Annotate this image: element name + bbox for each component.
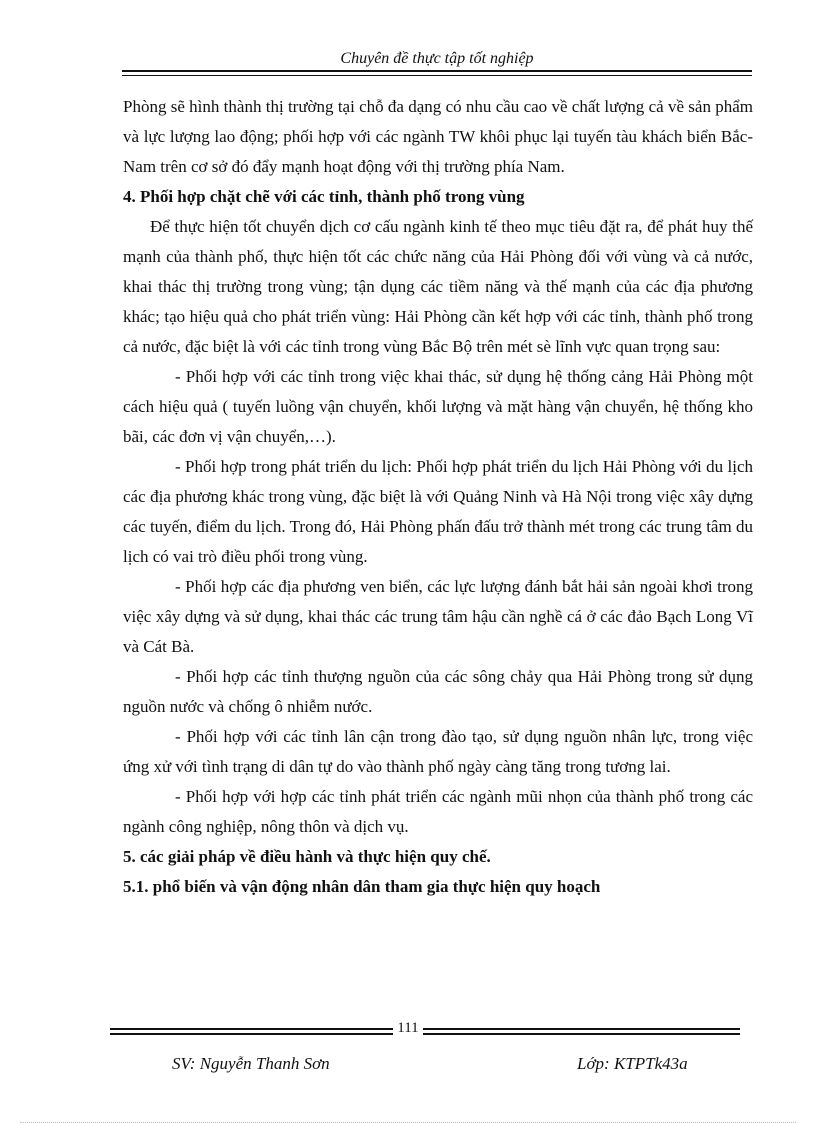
- paragraph-continuation: Phòng sẽ hình thành thị trường tại chỗ đa dạng có nhu cầu cao về chất lượng cả về sản phẩm và lực lượng lao động; phối hợp với các ngành TW khôi phục lại tuyến tàu khách biển Bắc- Nam trên cơ sở đó đẩy mạnh hoạt động với thị trường phía Nam.: [123, 97, 753, 176]
- page-number-wrapper: [0, 1020, 816, 1037]
- list-item: - Phối hợp với các tỉnh lân cận trong đào tạo, sử dụng nguồn nhân lực, trong việc ứng xử với tình trạng di dân tự do vào thành phố ngày càng tăng trong tương lai.: [123, 727, 753, 776]
- header-rule: [122, 70, 752, 76]
- footer-student: SV: Nguyễn Thanh Sơn: [172, 1054, 330, 1073]
- list-item: - Phối hợp các tỉnh thượng nguồn của các sông chảy qua Hải Phòng trong sử dụng nguồn nước và chống ô nhiễm nước.: [123, 667, 753, 716]
- list-item: - Phối hợp với các tỉnh trong việc khai thác, sử dụng hệ thống cảng Hải Phòng một cách hiệu quả ( tuyến luồng vận chuyển, khối lượng và mặt hàng vận chuyển, hệ thống kho bãi, các đơn vị vận chuyển,…).: [123, 367, 753, 446]
- running-header: Chuyên đề thực tập tốt nghiệp: [340, 50, 534, 67]
- list-item: - Phối hợp các địa phương ven biển, các lực lượng đánh bắt hải sản ngoài khơi trong việc xây dựng và sử dụng, khai thác các trung tâm hậu cần nghề cá ở các đảo Bạch Long Vĩ và Cát Bà.: [123, 577, 753, 656]
- section-heading-4: 4. Phối hợp chặt chẽ với các tỉnh, thành phố trong vùng: [123, 187, 525, 206]
- footer-class: Lớp: KTPTk43a: [577, 1054, 688, 1073]
- list-item: - Phối hợp trong phát triển du lịch: Phối hợp phát triển du lịch Hải Phòng với du lịch các địa phương khác trong vùng, đặc biệt là với Quảng Ninh và Hà Nội trong việc xây dựng các tuyến, điểm du lịch. Trong đó, Hải Phòng phấn đấu trở thành mét trong các trung tâm du lịch có vai trò điều phối trong vùng.: [123, 457, 753, 566]
- section-heading-5: 5. các giải pháp về điều hành và thực hiện quy chế.: [123, 847, 491, 866]
- paragraph-intro: Để thực hiện tốt chuyển dịch cơ cấu ngành kinh tế theo mục tiêu đặt ra, để phát huy thế mạnh của thành phố, thực hiện tốt các chức năng của Hải Phòng đối với vùng và cả nước, khai thác thị trường trong vùng; tận dụng các tiềm năng và thế mạnh của các địa phương khác; tạo hiệu quả cho phát triển vùng: Hải Phòng cần kết hợp với các tỉnh, thành phố trong cả nước, đặc biệt là với các tỉnh trong vùng Bắc Bộ trên mét sè lĩnh vực quan trọng sau:: [123, 217, 753, 356]
- page-number: 111: [393, 1020, 422, 1036]
- list-item: - Phối hợp với hợp các tỉnh phát triển các ngành mũi nhọn của thành phố trong các ngành công nghiệp, nông thôn và dịch vụ.: [123, 787, 753, 836]
- section-heading-5-1: 5.1. phổ biến và vận động nhân dân tham gia thực hiện quy hoạch: [123, 877, 601, 896]
- page-body: [123, 92, 753, 902]
